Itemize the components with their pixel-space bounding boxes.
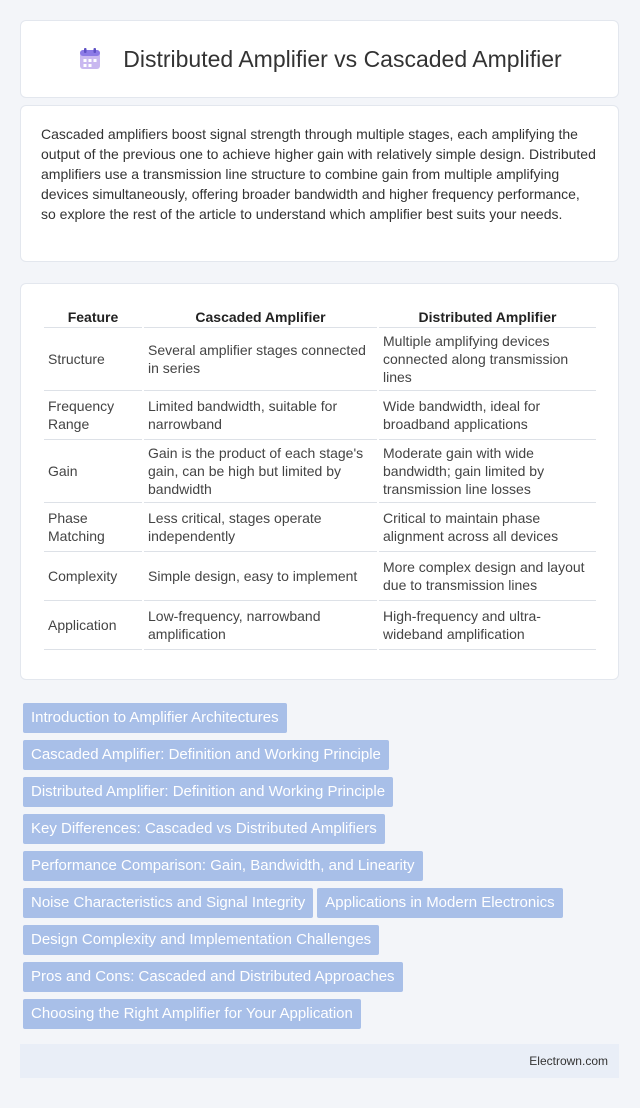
table-row [44,328,596,391]
cell-feature: Structure [44,328,142,391]
cell-cascaded: Limited bandwidth, suitable for narrowband [144,391,377,440]
calendar-icon [77,46,103,72]
cell-feature: Frequency Range [44,391,142,440]
comparison-table [42,298,598,650]
cell-distributed: Moderate gain with wide bandwidth; gain limited by transmission line losses [379,440,596,503]
header-cascaded: Cascaded Amplifier [144,298,377,328]
topic-link[interactable]: Introduction to Amplifier Architectures [23,703,287,733]
header-distributed: Distributed Amplifier [379,298,596,328]
header-feature: Feature [44,298,142,328]
cell-distributed: Critical to maintain phase alignment across all devices [379,503,596,552]
cell-feature: Gain [44,440,142,503]
cell-cascaded: Gain is the product of each stage's gain, can be high but limited by bandwidth [144,440,377,503]
table-row [44,391,596,440]
topic-link[interactable]: Cascaded Amplifier: Definition and Working Principle [23,740,389,770]
cell-cascaded: Several amplifier stages connected in series [144,328,377,391]
cell-feature: Complexity [44,552,142,601]
topic-link[interactable]: Design Complexity and Implementation Challenges [23,925,379,955]
footer [20,1044,619,1078]
table-header-row [44,298,596,328]
topic-link[interactable]: Distributed Amplifier: Definition and Working Principle [23,777,393,807]
cell-distributed: High-frequency and ultra-wideband amplification [379,601,596,650]
intro-card [20,105,619,262]
table-row [44,552,596,601]
comparison-card [20,283,619,680]
cell-feature: Phase Matching [44,503,142,552]
cell-distributed: Wide bandwidth, ideal for broadband applications [379,391,596,440]
footer-site[interactable]: Electrown.com [529,1054,608,1068]
cell-distributed: More complex design and layout due to transmission lines [379,552,596,601]
table-row [44,601,596,650]
topic-link[interactable]: Pros and Cons: Cascaded and Distributed Approaches [23,962,403,992]
topic-link[interactable]: Choosing the Right Amplifier for Your Application [23,999,361,1029]
cell-feature: Application [44,601,142,650]
cell-cascaded: Less critical, stages operate independently [144,503,377,552]
cell-distributed: Multiple amplifying devices connected along transmission lines [379,328,596,391]
cell-cascaded: Low-frequency, narrowband amplification [144,601,377,650]
topic-link[interactable]: Key Differences: Cascaded vs Distributed Amplifiers [23,814,385,844]
table-row [44,440,596,503]
table-row [44,503,596,552]
topic-link[interactable]: Noise Characteristics and Signal Integrity [23,888,313,918]
topic-links [23,703,613,1036]
topic-link[interactable]: Applications in Modern Electronics [317,888,562,918]
intro-text: Cascaded amplifiers boost signal strength through multiple stages, each amplifying the output of the previous one to achieve higher gain with relatively simple design. Distributed amplifiers use a transmission line structure to combine gain from multiple amplifying devices simultaneously, offering broader bandwidth and higher frequency performance, so explore the rest of the article to understand which amplifier best suits your needs. [41,126,596,222]
cell-cascaded: Simple design, easy to implement [144,552,377,601]
page-title: Distributed Amplifier vs Cascaded Amplifier [123,45,562,72]
topic-link[interactable]: Performance Comparison: Gain, Bandwidth, and Linearity [23,851,423,881]
title-card [20,20,619,98]
